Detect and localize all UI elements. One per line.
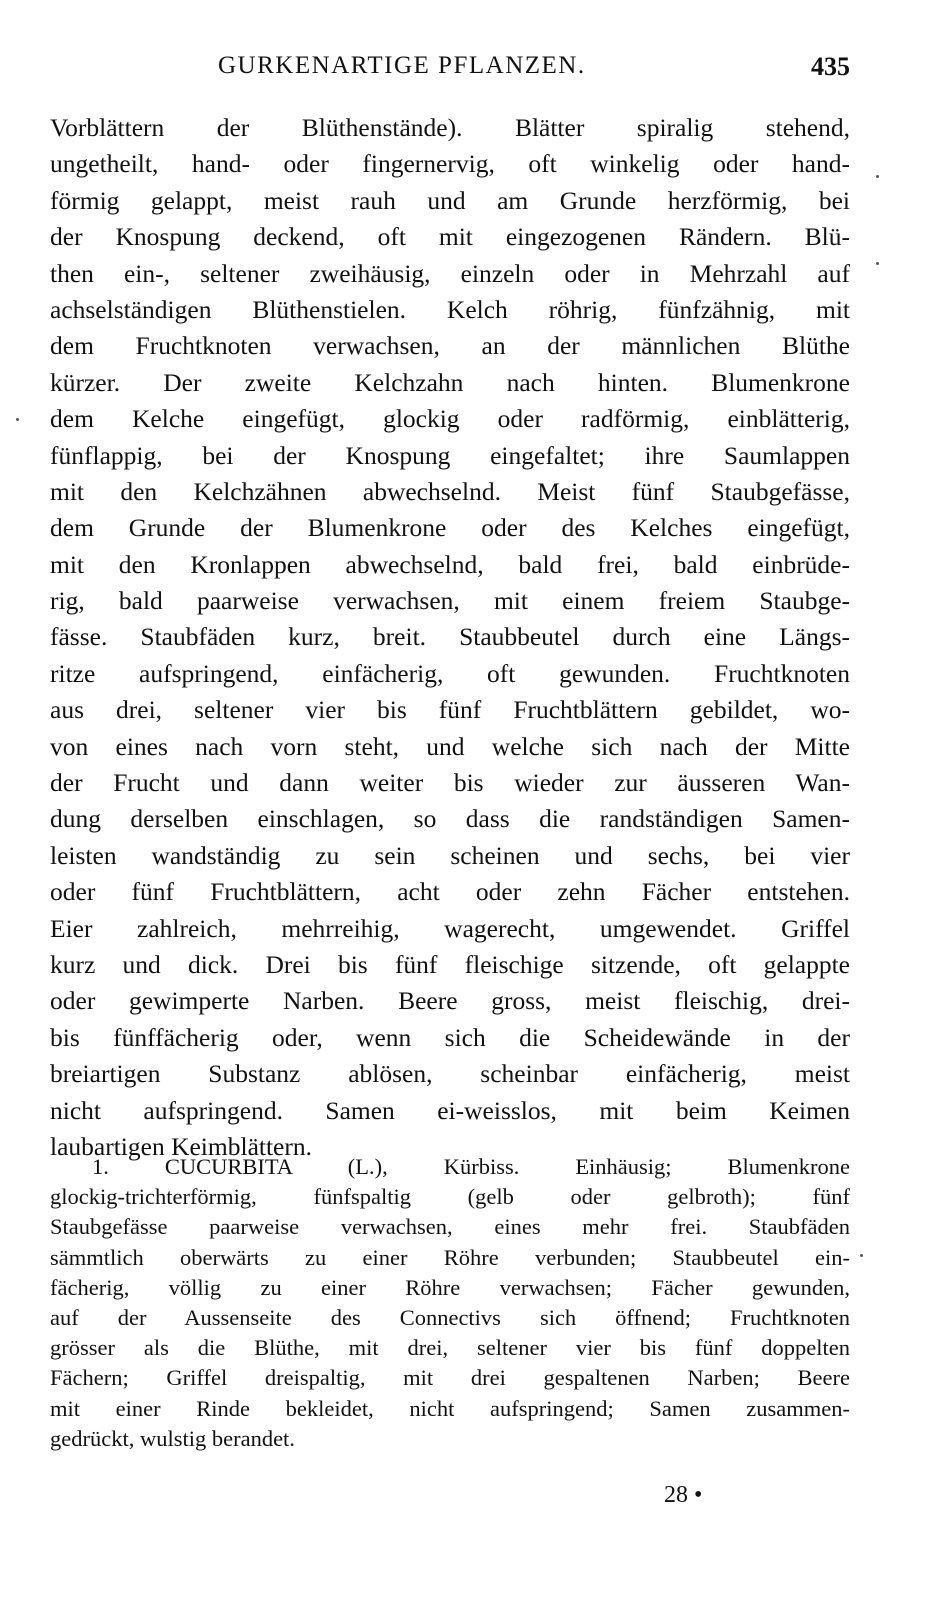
- text-line: bis fünffächerig oder, wenn sich die Scheidewände in der: [50, 1022, 850, 1052]
- genus-entry-cucurbita: [50, 1152, 850, 1454]
- text-line: dem Grunde der Blumenkrone oder des Kelches eingefügt,: [50, 513, 850, 543]
- entry-line: fächerig, völlig zu einer Röhre verwachsen; Fächer gewunden,: [50, 1274, 850, 1300]
- text-line: rig, bald paarweise verwachsen, mit einem freiem Staubge-: [50, 586, 850, 616]
- text-line: dem Kelche eingefügt, glockig oder radförmig, einblätterig,: [50, 404, 850, 434]
- entry-line: sämmtlich oberwärts zu einer Röhre verbunden; Staubbeutel ein-: [50, 1244, 850, 1270]
- print-speck: [876, 262, 879, 265]
- text-line: laubartigen Keimblättern.: [50, 1131, 312, 1161]
- running-head-title: GURKENARTIGE PFLANZEN.: [218, 52, 586, 79]
- main-paragraph: [50, 110, 850, 1165]
- text-line: Eier zahlreich, mehrreihig, wagerecht, umgewendet. Griffel: [50, 913, 850, 943]
- text-line: nicht aufspringend. Samen ei-weisslos, mit beim Keimen: [50, 1095, 850, 1125]
- signature-mark: 28 •: [664, 1482, 703, 1508]
- entry-line: grösser als die Blüthe, mit drei, seltener vier bis fünf doppelten: [50, 1335, 850, 1361]
- text-line: achselständigen Blüthenstielen. Kelch röhrig, fünfzähnig, mit: [50, 294, 850, 324]
- text-line: breiartigen Substanz ablösen, scheinbar einfächerig, meist: [50, 1059, 850, 1089]
- text-line: von eines nach vorn steht, und welche sich nach der Mitte: [50, 731, 850, 761]
- text-line: förmig gelappt, meist rauh und am Grunde herzförmig, bei: [50, 185, 850, 215]
- entry-line: gedrückt, wulstig berandet.: [50, 1425, 295, 1451]
- text-line: ungetheilt, hand- oder fingernervig, oft winkelig oder hand-: [50, 149, 850, 179]
- text-line: mit den Kronlappen abwechselnd, bald frei, bald einbrüde-: [50, 549, 850, 579]
- print-speck: [876, 175, 879, 178]
- text-line: aus drei, seltener vier bis fünf Fruchtblättern gebildet, wo-: [50, 695, 850, 725]
- entry-line: Staubgefässe paarweise verwachsen, eines mehr frei. Staubfäden: [50, 1214, 850, 1240]
- print-speck: [16, 418, 19, 421]
- text-line: kürzer. Der zweite Kelchzahn nach hinten. Blumenkrone: [50, 367, 850, 397]
- text-line: Vorblättern der Blüthenstände). Blätter spiralig stehend,: [50, 113, 850, 142]
- text-line: leisten wandständig zu sein scheinen und sechs, bei vier: [50, 840, 850, 870]
- entry-line: auf der Aussenseite des Connectivs sich öffnend; Fruchtknoten: [50, 1304, 850, 1330]
- text-line: kurz und dick. Drei bis fünf fleischige sitzende, oft gelappte: [50, 949, 850, 979]
- text-line: oder fünf Fruchtblättern, acht oder zehn Fächer entstehen.: [50, 877, 850, 907]
- entry-line: mit einer Rinde bekleidet, nicht aufspringend; Samen zusammen-: [50, 1395, 850, 1421]
- print-speck: [860, 1254, 863, 1257]
- entry-line: glockig-trichterförmig, fünfspaltig (gelb oder gelbroth); fünf: [50, 1184, 850, 1210]
- text-line: ritze aufspringend, einfächerig, oft gewunden. Fruchtknoten: [50, 658, 850, 688]
- text-line: fässe. Staubfäden kurz, breit. Staubbeutel durch eine Längs-: [50, 622, 850, 652]
- text-line: dung derselben einschlagen, so dass die randständigen Samen-: [50, 804, 850, 834]
- running-head: [50, 52, 850, 92]
- entry-line: Fächern; Griffel dreispaltig, mit drei gespaltenen Narben; Beere: [50, 1365, 850, 1391]
- text-line: oder gewimperte Narben. Beere gross, meist fleischig, drei-: [50, 986, 850, 1016]
- text-line: dem Fruchtknoten verwachsen, an der männlichen Blüthe: [50, 331, 850, 361]
- text-line: then ein-, seltener zweihäusig, einzeln oder in Mehrzahl auf: [50, 258, 850, 288]
- text-line: der Knospung deckend, oft mit eingezogenen Rändern. Blü-: [50, 222, 850, 252]
- text-line: mit den Kelchzähnen abwechselnd. Meist fünf Staubgefässe,: [50, 476, 850, 506]
- page-number: 435: [811, 52, 850, 81]
- entry-line: 1. CUCURBITA (L.), Kürbiss. Einhäusig; Blumenkrone: [92, 1154, 850, 1179]
- text-line: fünflappig, bei der Knospung eingefaltet; ihre Saumlappen: [50, 440, 850, 470]
- text-line: der Frucht und dann weiter bis wieder zur äusseren Wan-: [50, 768, 850, 798]
